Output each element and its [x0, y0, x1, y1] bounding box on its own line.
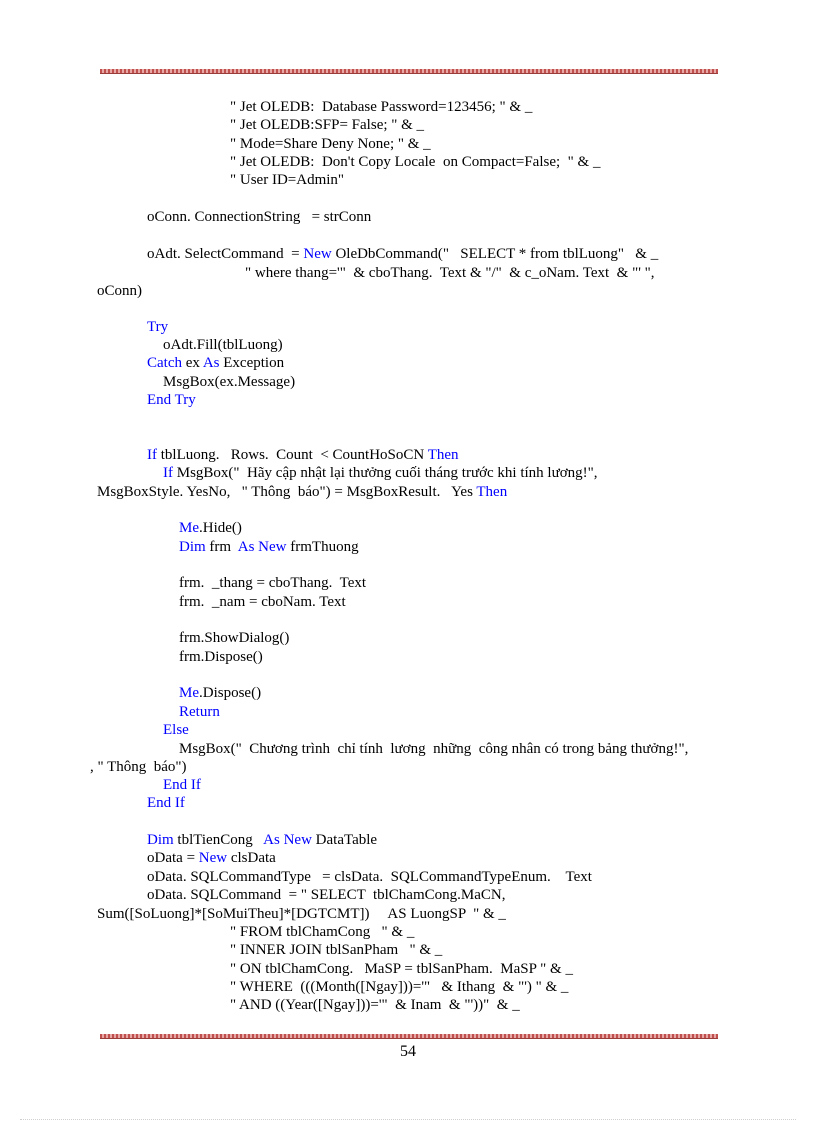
code-line: [230, 996, 520, 1014]
code-text: oData. SQLCommandType = clsData. SQLCommandTypeEnum. Text: [147, 869, 592, 885]
code-text: ex: [182, 355, 203, 371]
code-line: [147, 318, 168, 336]
code-line: [147, 354, 284, 372]
code-keyword: Then: [427, 447, 459, 463]
code-text: frm.ShowDialog(): [179, 630, 290, 646]
code-line: [163, 336, 283, 354]
code-keyword: Me: [179, 685, 199, 701]
code-text: MsgBox(" Chương trình chỉ tính lương những công nhân có trong bảng thưởng!",: [179, 741, 693, 757]
code-line: [179, 703, 220, 721]
code-line: [230, 135, 431, 153]
code-line: [147, 245, 658, 263]
code-text: oConn): [97, 283, 142, 299]
code-text: frm.Dispose(): [179, 649, 263, 665]
code-keyword: If: [147, 447, 157, 463]
code-text: OleDbCommand(" SELECT * from tblLuong" & _: [331, 246, 659, 262]
code-text: frm. _thang = cboThang. Text: [179, 575, 367, 591]
code-text: " Jet OLEDB:SFP= False; " & _: [230, 117, 425, 133]
code-text: " WHERE (((Month([Ngay]))='" & Ithang & "') " & _: [230, 979, 569, 995]
code-keyword: End If: [163, 777, 201, 793]
code-line: [147, 849, 276, 867]
code-line: [230, 116, 424, 134]
code-text: Exception: [219, 355, 285, 371]
code-line: [147, 391, 196, 409]
code-line: [179, 684, 261, 702]
code-text: oConn. ConnectionString = strConn: [147, 209, 372, 225]
code-keyword: Then: [476, 484, 508, 500]
header-rule: [100, 69, 718, 73]
code-text: " FROM tblChamCong " & _: [230, 924, 415, 940]
code-line: [230, 923, 414, 941]
code-keyword: Dim: [147, 832, 174, 848]
page-bottom-edge: [20, 1119, 796, 1120]
code-keyword: As: [202, 355, 220, 371]
code-line: [163, 721, 189, 739]
code-line: [245, 264, 662, 282]
code-line: [163, 776, 201, 794]
code-line: [179, 519, 242, 537]
code-text: oData. SQLCommand = " SELECT tblChamCong.MaCN,: [147, 887, 510, 903]
code-keyword: Try: [147, 319, 169, 335]
code-line: [163, 464, 601, 482]
code-line: [179, 629, 289, 647]
code-keyword: Dim: [179, 539, 206, 555]
code-keyword: If: [163, 465, 173, 481]
code-line: [179, 740, 692, 758]
code-text: " INNER JOIN tblSanPham " & _: [230, 942, 443, 958]
code-text: clsData: [227, 850, 276, 866]
code-text: oAdt.Fill(tblLuong): [163, 337, 283, 353]
code-text: " ON tblChamCong. MaSP = tblSanPham. MaSP " & _: [230, 961, 573, 977]
code-line: [230, 941, 442, 959]
code-text: tblTienCong: [173, 832, 264, 848]
code-line: [147, 794, 185, 812]
code-text: tblLuong. Rows. Count < CountHoSoCN: [157, 447, 428, 463]
code-text: frm: [205, 539, 238, 555]
footer-rule: [100, 1034, 718, 1038]
code-keyword: Else: [163, 722, 189, 738]
code-line: [147, 446, 459, 464]
code-line: [97, 483, 507, 501]
code-text: DataTable: [311, 832, 378, 848]
code-text: " where thang='" & cboThang. Text & "/" & c_oNam. Text & "' ",: [245, 265, 663, 281]
code-text: , " Thông báo"): [90, 759, 187, 775]
code-line: [179, 574, 366, 592]
code-text: MsgBox(ex.Message): [163, 374, 296, 390]
code-text: " Jet OLEDB: Database Password=123456; " & _: [230, 99, 533, 115]
code-text: .Hide(): [199, 520, 242, 536]
code-text: MsgBox(" Hãy cập nhật lại thưởng cuối tháng trước khi tính lương!",: [173, 465, 602, 481]
code-line: [147, 831, 377, 849]
code-line: [147, 868, 592, 886]
page-number: 54: [400, 1043, 416, 1060]
code-line: [230, 960, 573, 978]
code-text: MsgBoxStyle. YesNo, " Thông báo") = MsgBoxResult. Yes: [97, 484, 477, 500]
code-keyword: End Try: [147, 392, 196, 408]
code-line: [97, 905, 506, 923]
code-keyword: New: [198, 850, 228, 866]
code-line: [230, 153, 600, 171]
code-line: [163, 373, 295, 391]
code-text: oAdt. SelectCommand =: [147, 246, 304, 262]
code-text: frmThuong: [286, 539, 359, 555]
code-text: " User ID=Admin": [230, 172, 345, 188]
code-text: frm. _nam = cboNam. Text: [179, 594, 346, 610]
code-text: .Dispose(): [199, 685, 262, 701]
code-line: [179, 593, 346, 611]
code-line: [179, 538, 359, 556]
code-text: " Jet OLEDB: Don't Copy Locale on Compact=False; " & _: [230, 154, 601, 170]
code-keyword: As New: [263, 832, 312, 848]
code-text: Sum([SoLuong]*[SoMuiTheu]*[DGTCMT]) AS LuongSP " & _: [97, 906, 506, 922]
code-text: " Mode=Share Deny None; " & _: [230, 136, 431, 152]
code-keyword: New: [303, 246, 332, 262]
code-line: [230, 171, 344, 189]
code-line: [179, 648, 263, 666]
code-keyword: As New: [237, 539, 287, 555]
code-keyword: Me: [179, 520, 199, 536]
code-keyword: Catch: [147, 355, 182, 371]
code-keyword: End If: [147, 795, 185, 811]
code-text: oData =: [147, 850, 199, 866]
code-line: [147, 208, 371, 226]
code-line: [90, 758, 187, 776]
code-line: [230, 98, 532, 116]
code-line: [147, 886, 509, 904]
code-line: [230, 978, 568, 996]
code-line: [97, 282, 142, 300]
code-keyword: Return: [179, 704, 220, 720]
code-text: " AND ((Year([Ngay]))='" & Inam & "'))" & _: [230, 997, 520, 1013]
